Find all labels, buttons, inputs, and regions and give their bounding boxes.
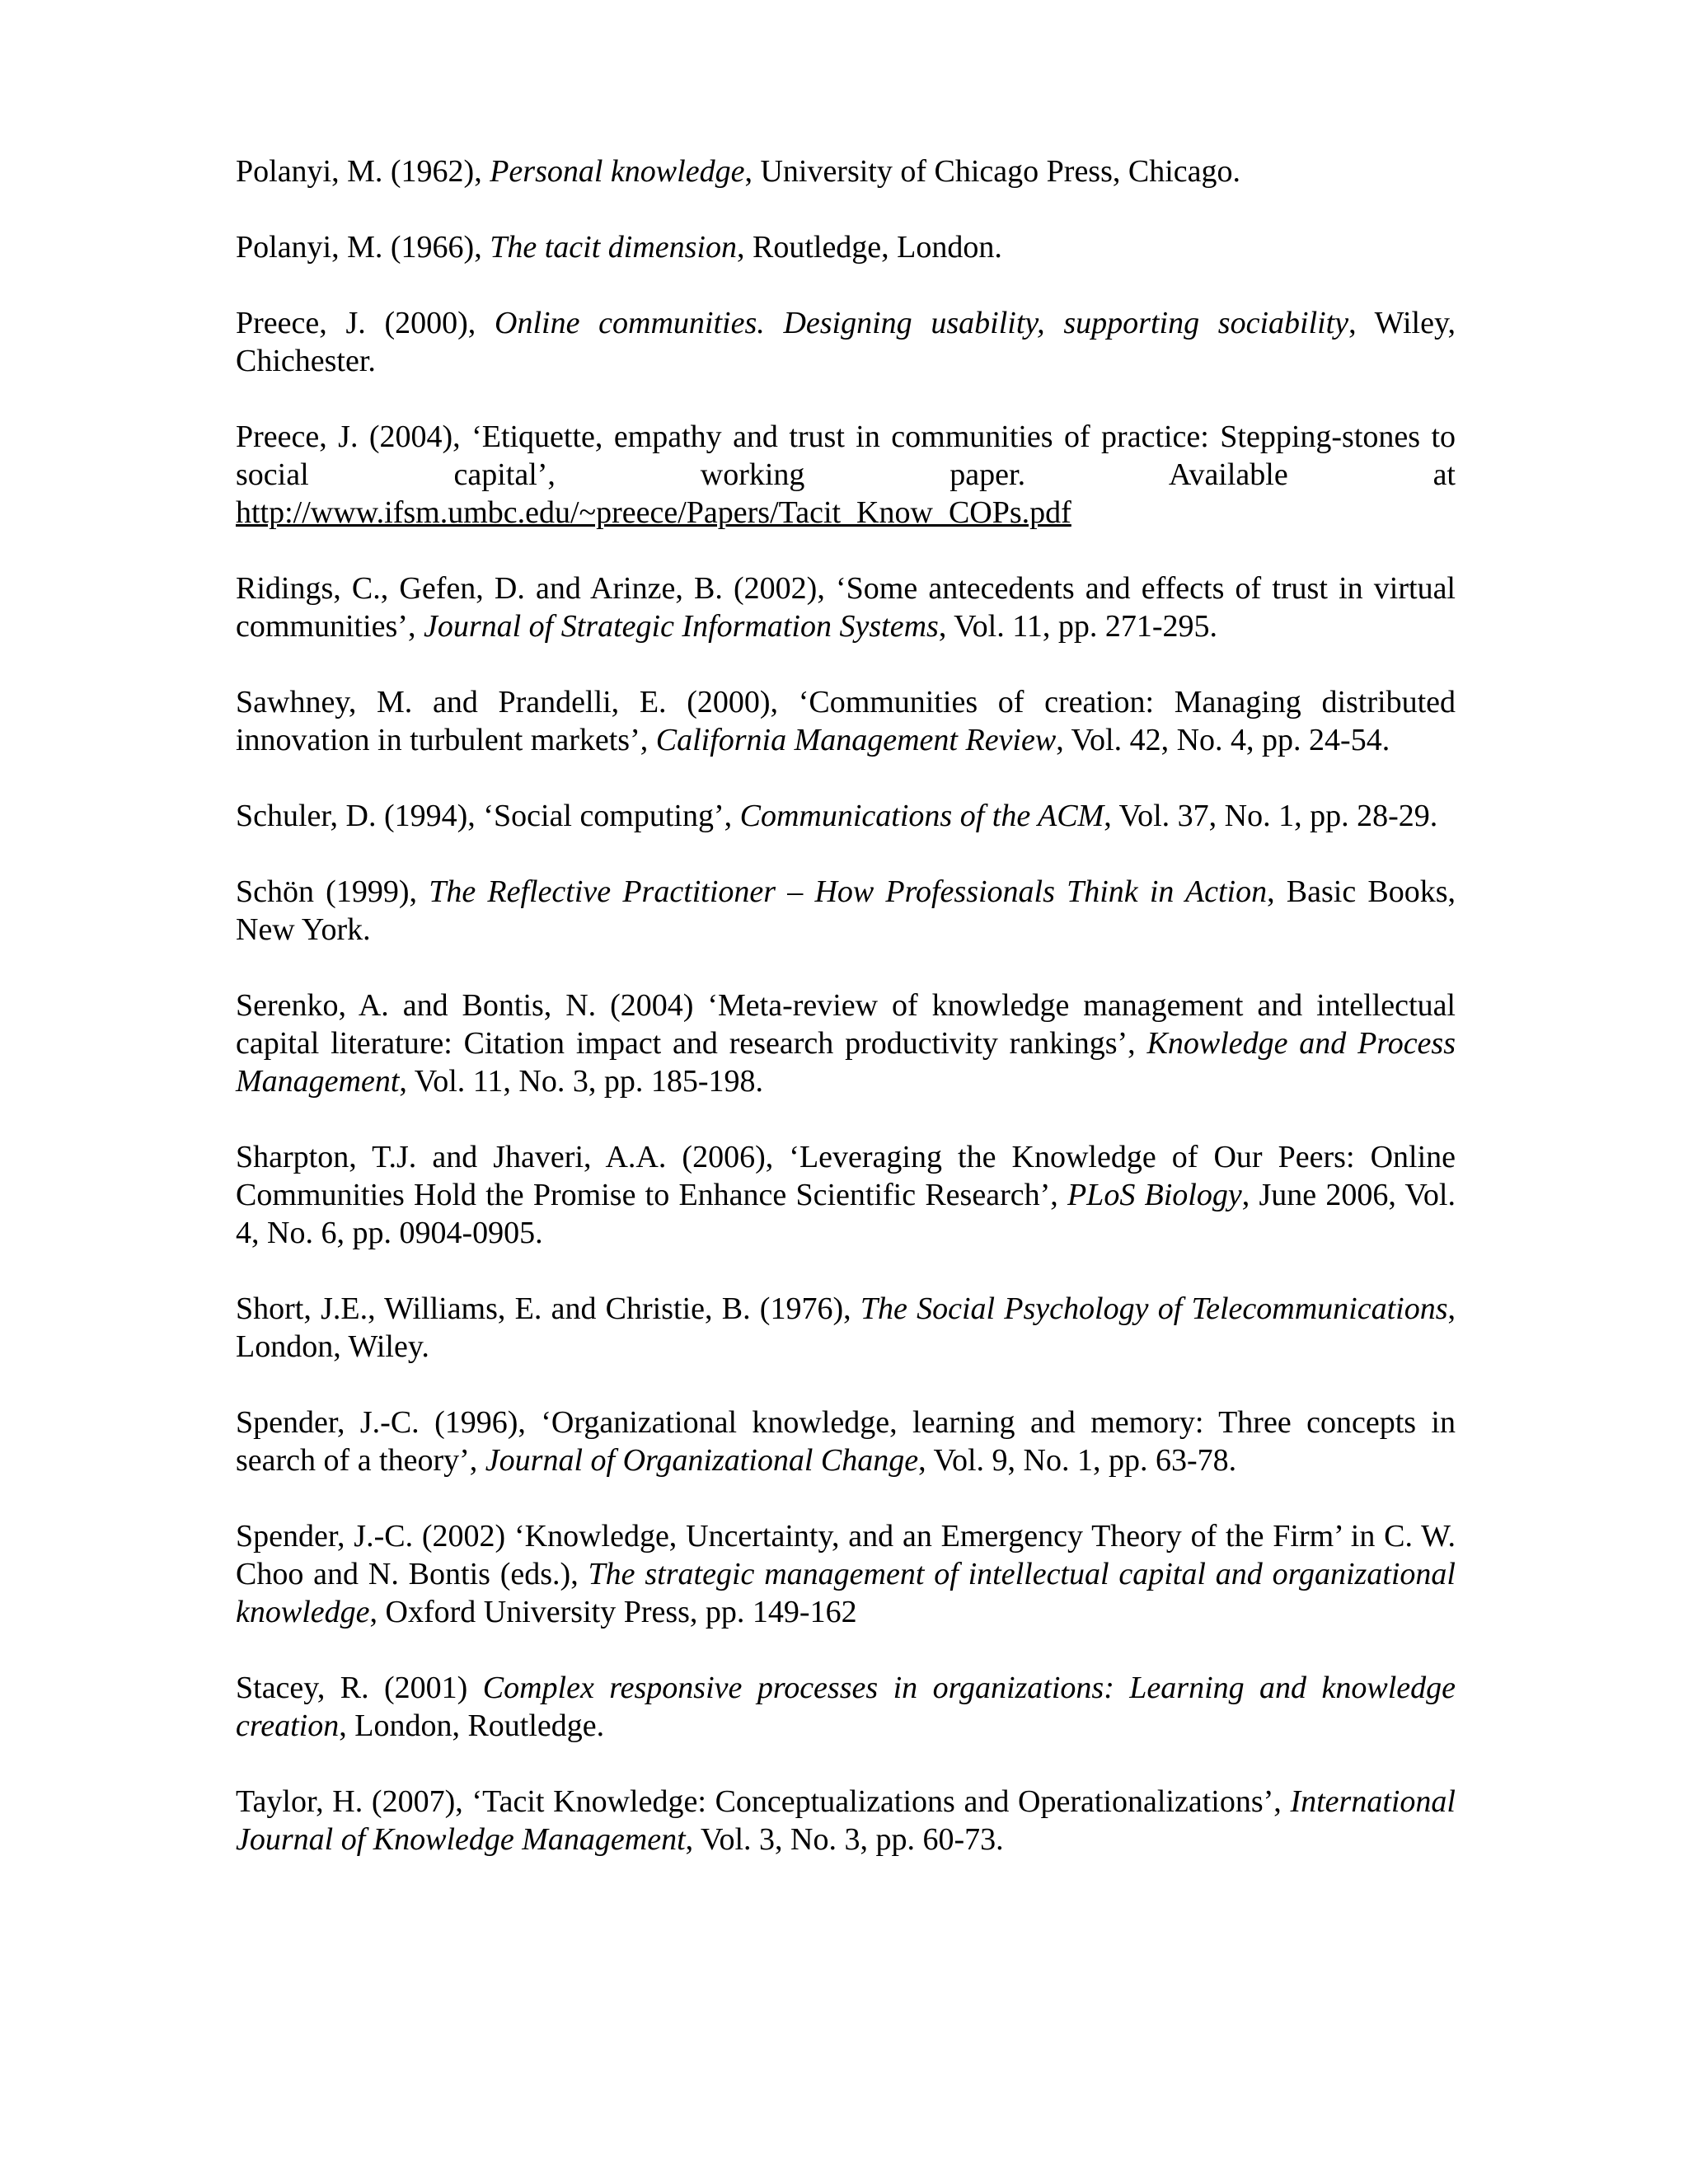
reference-title: Personal knowledge: [490, 154, 745, 189]
reference-spender-2002: Spender, J.-C. (2002) ‘Knowledge, Uncertainty, and an Emergency Theory of the Firm’ in C. W. Choo and N. Bontis (eds.), The strategic management of intellectual capital and organizational knowledge, Oxford University Press, pp. 149-162: [236, 1519, 1456, 1629]
reference-short-1976: Short, J.E., Williams, E. and Christie, B. (1976), The Social Psychology of Telecommunications, London, Wiley.: [236, 1291, 1456, 1364]
reference-title: California Management Review: [655, 723, 1057, 757]
reference-ridings-2002: Ridings, C., Gefen, D. and Arinze, B. (2002), ‘Some antecedents and effects of trust in virtual communities’, Journal of Strategic Information Systems, Vol. 11, pp. 271-295.: [236, 571, 1456, 644]
reference-taylor-2007: Taylor, H. (2007), ‘Tacit Knowledge: Conceptualizations and Operationalizations’, International Journal of Knowledge Management, Vol. 3, No. 3, pp. 60-73.: [236, 1784, 1456, 1857]
reference-title: The tacit dimension: [490, 230, 737, 265]
reference-title: Knowledge and Process Management: [236, 1026, 1456, 1099]
reference-title: Complex responsive processes in organizations: Learning and knowledge creation: [236, 1671, 1456, 1743]
reference-spender-1996: Spender, J.-C. (1996), ‘Organizational knowledge, learning and memory: Three concepts in search of a theory’, Journal of Organizational Change, Vol. 9, No. 1, pp. 63-78.: [236, 1405, 1456, 1478]
reference-list: [236, 152, 1456, 1858]
reference-title: The Social Psychology of Telecommunications: [860, 1291, 1448, 1326]
reference-title: The strategic management of intellectual capital and organizational knowledge: [236, 1557, 1456, 1629]
reference-polanyi-1962: Polanyi, M. (1962), Personal knowledge, University of Chicago Press, Chicago.: [236, 154, 1241, 189]
reference-schon-1999: Schön (1999), The Reflective Practitioner – How Professionals Think in Action, Basic Books, New York.: [236, 874, 1456, 947]
reference-stacey-2001: Stacey, R. (2001) Complex responsive processes in organizations: Learning and knowledge creation, London, Routledge.: [236, 1671, 1456, 1743]
reference-title: Communications of the ACM: [739, 799, 1104, 833]
reference-sawhney-2000: Sawhney, M. and Prandelli, E. (2000), ‘Communities of creation: Managing distributed innovation in turbulent markets’, California Management Review, Vol. 42, No. 4, pp. 24-54.: [236, 685, 1456, 757]
reference-preece-2000: Preece, J. (2000), Online communities. Designing usability, supporting sociability, Wiley, Chichester.: [236, 306, 1456, 378]
reference-url-link[interactable]: http://www.ifsm.umbc.edu/~preece/Papers/Tacit_Know_COPs.pdf: [236, 495, 1071, 530]
reference-title: The Reflective Practitioner – How Professionals Think in Action: [429, 874, 1268, 909]
reference-title: International Journal of Knowledge Management: [236, 1784, 1456, 1857]
reference-title: Journal of Organizational Change: [485, 1443, 919, 1478]
reference-title: Online communities. Designing usability, supporting sociability: [495, 306, 1349, 340]
reference-preece-2004: Preece, J. (2004), ‘Etiquette, empathy and trust in communities of practice: Stepping-stones to social capital’, working paper. Available at http://www.ifsm.umbc.edu/~preece/Papers/Tacit_Know_COPs.pdf: [236, 419, 1456, 530]
reference-serenko-2004: Serenko, A. and Bontis, N. (2004) ‘Meta-review of knowledge management and intellectual capital literature: Citation impact and research productivity rankings’, Knowledge and Process Management, Vol. 11, No. 3, pp. 185-198.: [236, 988, 1456, 1099]
reference-schuler-1994: Schuler, D. (1994), ‘Social computing’, Communications of the ACM, Vol. 37, No. 1, pp. 28-29.: [236, 799, 1438, 833]
reference-polanyi-1966: Polanyi, M. (1966), The tacit dimension, Routledge, London.: [236, 230, 1002, 265]
reference-sharpton-2006: Sharpton, T.J. and Jhaveri, A.A. (2006), ‘Leveraging the Knowledge of Our Peers: Online Communities Hold the Promise to Enhance Scientific Research’, PLoS Biology, June 2006, Vol. 4, No. 6, pp. 0904-0905.: [236, 1140, 1456, 1250]
reference-title: Journal of Strategic Information Systems: [423, 609, 939, 644]
reference-title: PLoS Biology: [1067, 1178, 1242, 1212]
